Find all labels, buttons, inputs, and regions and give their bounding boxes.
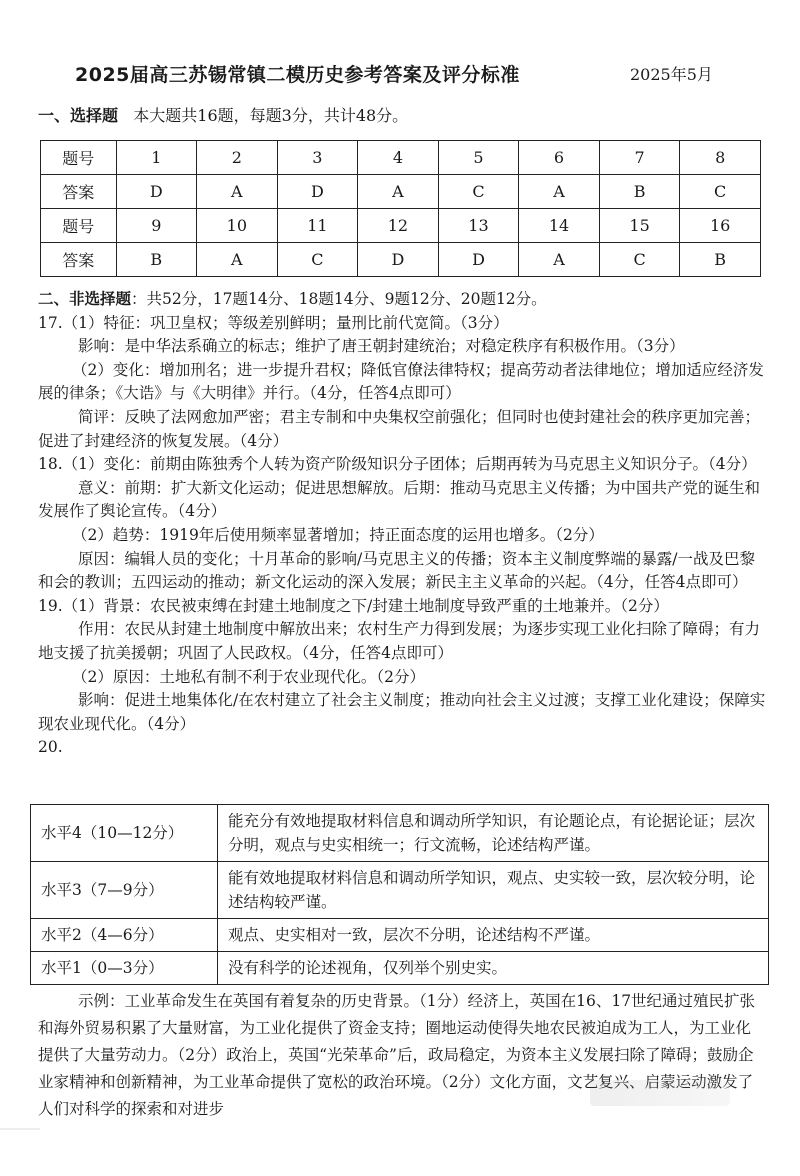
answer-table-cell: A <box>197 243 278 277</box>
level-description: 没有科学的论述视角，仅列举个别史实。 <box>218 952 769 985</box>
answer-table-cell: 9 <box>116 209 197 243</box>
answer-paragraph: 原因：编辑人员的变化；十月革命的影响/马克思主义的传播；资本主义制度弊端的暴露/一战及巴黎和会的教训；五四运动的推动；新文化运动的深入发展；新民主主义革命的兴起。（4分，任答4点即可） <box>38 549 755 592</box>
answer-table-cell: 14 <box>519 209 600 243</box>
answer-table-cell: 10 <box>197 209 278 243</box>
section1-heading: 一、选择题 <box>38 106 119 125</box>
answer-paragraph: 19.（1）背景：农民被束缚在封建土地制度之下/封建土地制度导致严重的土地兼并。（2分） <box>38 596 669 615</box>
answer-paragraph: 18.（1）变化：前期由陈独秀个人转为资产阶级知识分子团体；后期再转为马克思主义知识分子。（4分） <box>38 455 757 474</box>
answer-table-row <box>41 175 761 209</box>
answer-table-cell: 16 <box>680 209 761 243</box>
answer-table-row <box>41 243 761 277</box>
answer-paragraph: 20. <box>38 738 63 757</box>
answer-table-cell: 15 <box>599 209 680 243</box>
section1-heading-line <box>38 103 408 126</box>
answer-body <box>38 288 768 760</box>
answer-table-cell: 2 <box>197 141 278 175</box>
answer-table-cell: A <box>197 175 278 209</box>
answer-table-row-header: 题号 <box>41 141 117 175</box>
level-label: 水平1（0—3分） <box>31 952 218 985</box>
answer-table-cell: D <box>358 243 439 277</box>
answer-table-cell: 8 <box>680 141 761 175</box>
example-text: 示例：工业革命发生在英国有着复杂的历史背景。（1分）经济上，英国在16、17世纪通过殖民扩张和海外贸易积累了大量财富，为工业化提供了资金支持；圈地运动使得失地农民被迫成为工人，为工业化提供了大量劳动力。（2分）政治上，英国“光荣革命”后，政局稳定，为资本主义发展扫除了障碍；鼓励企业家精神和创新精神，为工业革命提供了宽松的政治环境。（2分）文化方面，文艺复兴、启蒙运动激发了人们对科学的探索和对进步 <box>38 992 756 1118</box>
answer-table-cell: B <box>116 243 197 277</box>
answer-table-cell: B <box>599 175 680 209</box>
page-corner-mark <box>0 1128 40 1130</box>
answer-table-cell: A <box>358 175 439 209</box>
answer-paragraph: 影响：促进土地集体化/在农村建立了社会主义制度；推动向社会主义过渡；支撑工业化建设；保障实现农业现代化。（4分） <box>38 691 766 733</box>
answer-table-cell: A <box>519 243 600 277</box>
answer-table-cell: 3 <box>277 141 358 175</box>
answer-table-cell: 1 <box>116 141 197 175</box>
section1-desc: 本大题共16题，每题3分，共计48分。 <box>133 106 409 125</box>
answer-table-cell: 6 <box>519 141 600 175</box>
document-title: 2025届高三苏锡常镇二模历史参考答案及评分标准 <box>75 64 520 86</box>
answer-table-cell: C <box>277 243 358 277</box>
answer-table-cell: D <box>438 243 519 277</box>
answer-table-row <box>41 209 761 243</box>
level-row <box>31 919 769 952</box>
answer-table-cell: C <box>599 243 680 277</box>
answer-table-cell: D <box>116 175 197 209</box>
answer-table-row-header: 答案 <box>41 175 117 209</box>
level-row <box>31 805 769 862</box>
section2-desc: ：共52分，17题14分、18题14分、9题12分、20题12分。 <box>131 290 547 308</box>
answer-table-cell: 4 <box>358 141 439 175</box>
answer-table-row-header: 题号 <box>41 209 117 243</box>
answer-table-row-header: 答案 <box>41 243 117 277</box>
answer-table-cell: A <box>519 175 600 209</box>
level-label: 水平4（10—12分） <box>31 805 218 862</box>
level-description: 能有效地提取材料信息和调动所学知识，观点、史实较一致，层次较分明，论述结构较严谨。 <box>218 862 769 919</box>
answer-paragraph: （2）原因：土地私有制不利于农业现代化。（2分） <box>72 667 425 686</box>
answer-paragraph: （2）趋势：1919年后使用频率显著增加；持正面态度的运用也增多。（2分） <box>72 525 604 544</box>
answer-table-cell: D <box>277 175 358 209</box>
answer-table-cell: 13 <box>438 209 519 243</box>
level-description: 能充分有效地提取材料信息和调动所学知识，有论题论点，有论据论证；层次分明，观点与史实相统一；行文流畅，论述结构严谨。 <box>218 805 769 862</box>
answer-paragraph: 作用：农民从封建土地制度中解放出来；农村生产力得到发展；为逐步实现工业化扫除了障碍；有力地支援了抗美援朝；巩固了人民政权。（4分，任答4点即可） <box>38 620 761 662</box>
answer-table-cell: 12 <box>358 209 439 243</box>
answer-table-row <box>41 141 761 175</box>
level-label: 水平2（4—6分） <box>31 919 218 952</box>
answer-table-cell: 11 <box>277 209 358 243</box>
watermark <box>590 1080 730 1106</box>
answer-table-cell: C <box>680 175 761 209</box>
level-table <box>30 804 769 985</box>
section2-heading: 二、非选择题 <box>38 290 132 308</box>
answer-table <box>40 140 761 277</box>
level-row <box>31 862 769 919</box>
level-description: 观点、史实相对一致，层次不分明，论述结构不严谨。 <box>218 919 769 952</box>
header <box>0 60 800 90</box>
document-date: 2025年5月 <box>630 65 713 84</box>
section2-heading-line <box>38 288 768 312</box>
answer-paragraph: 17.（1）特征：巩卫皇权；等级差别鲜明；量刑比前代宽简。（3分） <box>38 313 509 332</box>
answer-table-cell: 5 <box>438 141 519 175</box>
answer-table-cell: B <box>680 243 761 277</box>
answer-paragraph: 简评：反映了法网愈加严密；君主专制和中央集权空前强化；但同时也使封建社会的秩序更加完善；促进了封建经济的恢复发展。（4分） <box>38 407 761 450</box>
level-row <box>31 952 769 985</box>
level-label: 水平3（7—9分） <box>31 862 218 919</box>
answer-table-cell: C <box>438 175 519 209</box>
answer-paragraph: 影响：是中华法系确立的标志；维护了唐王朝封建统治；对稳定秩序有积极作用。（3分） <box>78 337 685 356</box>
answer-table-cell: 7 <box>599 141 680 175</box>
answer-paragraph: 意义：前期：扩大新文化运动；促进思想解放。后期：推动马克思主义传播；为中国共产党的诞生和发展作了舆论宣传。（4分） <box>38 478 761 521</box>
answer-paragraph: （2）变化：增加刑名；进一步提升君权；降低官僚法律特权；提高劳动者法律地位；增加适应经济发展的律条；《大诰》与《大明律》并行。（4分，任答4点即可） <box>38 360 764 403</box>
